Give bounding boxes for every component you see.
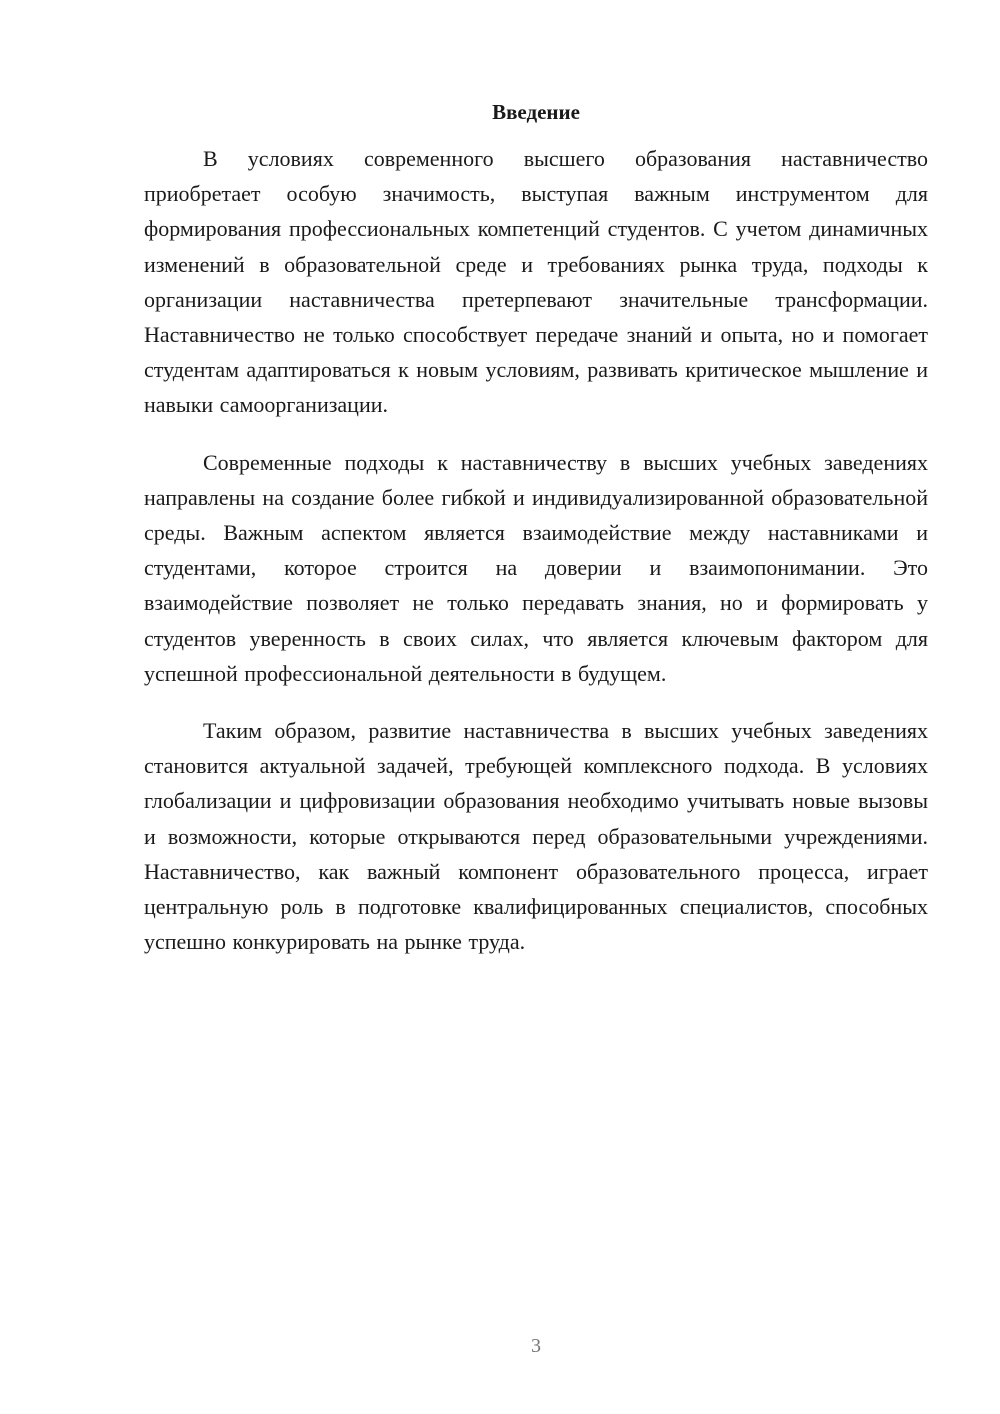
paragraph-1: В условиях современного высшего образования наставничество приобретает особую значимость, выступая важным инструментом для формирования профессиональных компетенций студентов. С учетом динамичных изменений в образовательной среде и требованиях рынка труда, подходы к организации наставничества претерпевают значительные трансформации. Наставничество не только способствует передаче знаний и опыта, но и помогает студентам адаптироваться к новым условиям, развивать критическое мышление и навыки самоорганизации.: [144, 146, 928, 418]
document-body: [144, 141, 928, 981]
paragraph-2: Современные подходы к наставничеству в высших учебных заведениях направлены на создание более гибкой и индивидуализированной образовательной среды. Важным аспектом является взаимодействие между наставниками и студентами, которое строится на доверии и взаимопонимании. Это взаимодействие позволяет не только передавать знания, но и формировать у студентов уверенность в своих силах, что является ключевым фактором для успешной профессиональной деятельности в будущем.: [144, 449, 928, 686]
section-heading: Введение: [492, 100, 580, 124]
paragraph-3: Таким образом, развитие наставничества в высших учебных заведениях становится актуальной задачей, требующей комплексного подхода. В условиях глобализации и цифровизации образования необходимо учитывать новые вызовы и возможности, которые открываются перед образовательными учреждениями. Наставничество, как важный компонент образовательного процесса, играет центральную роль в подготовке квалифицированных специалистов, способных успешно конкурировать на рынке труда.: [144, 718, 928, 955]
page-number: 3: [531, 1335, 541, 1357]
